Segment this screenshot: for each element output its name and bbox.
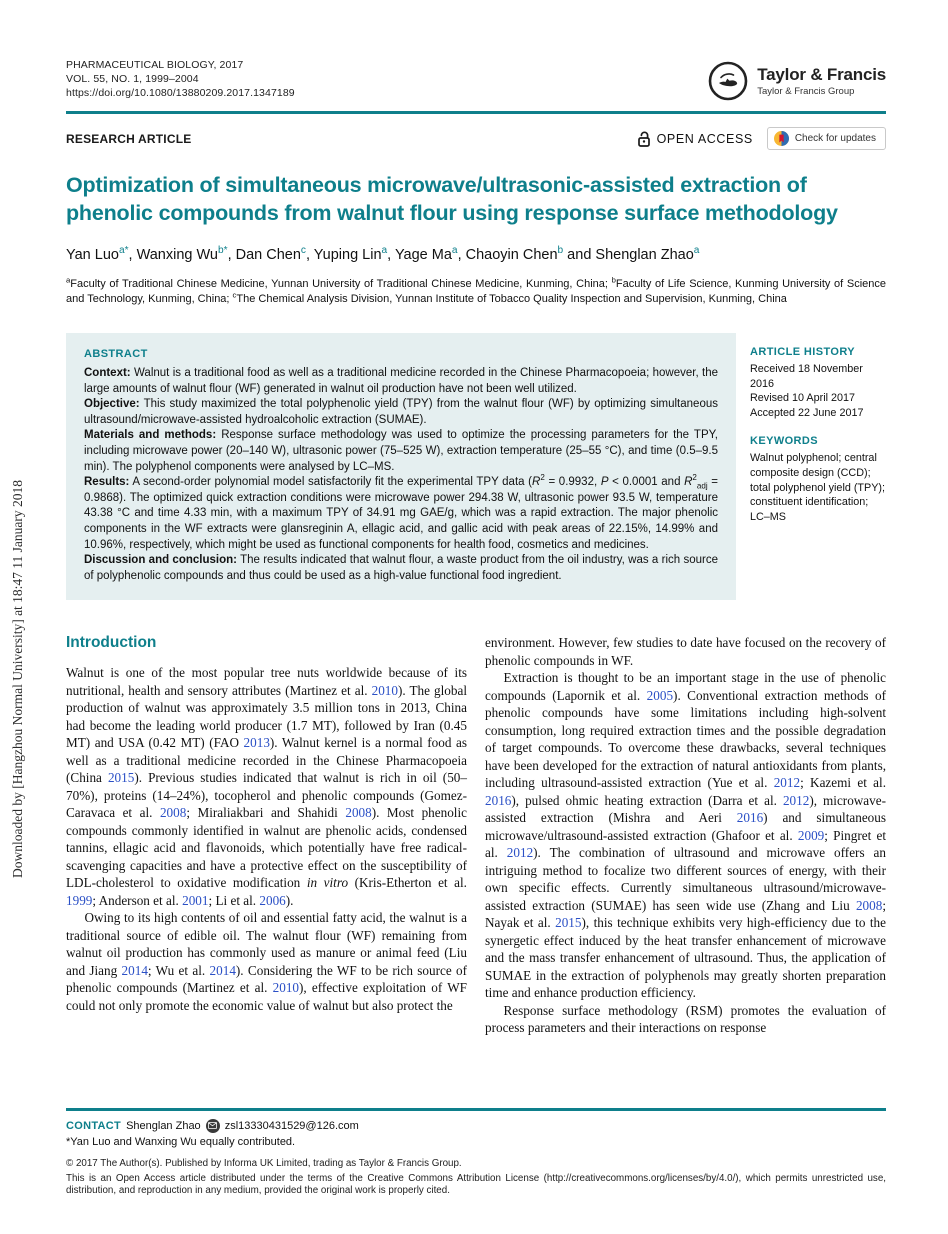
- abstract-context-label: Context:: [84, 367, 131, 379]
- citation-link[interactable]: 2001: [182, 892, 209, 908]
- abstract-objective-label: Objective:: [84, 398, 140, 411]
- body-paragraph: environment. However, few studies to date have focused on the recovery of phenolic compounds in WF.: [485, 635, 886, 668]
- download-watermark: Downloaded by [Hangzhou Normal University] at 18:47 11 January 2018: [10, 479, 25, 878]
- equal-contribution-footnote: *Yan Luo and Wanxing Wu equally contributed.: [66, 1135, 296, 1148]
- citation-link[interactable]: 2009: [797, 827, 825, 843]
- keywords-heading: KEYWORDS: [750, 435, 818, 448]
- open-access-badge: [638, 131, 753, 147]
- citation-link[interactable]: 1999: [66, 892, 93, 908]
- abstract-results-text: A second-order polynomial model satisfactorily fit the experimental TPY data ($R^2 = 0.9932$, P < 0.0001 and $R^2_{adj} = 0.9868$). The optimized quick extraction conditions were microwave power 294.38 W, ultrasonic power 93.5 W, temperature 43.38 °C and time 4.33 min, with a maximum TPY of 34.91 mg GAE/g, which was a rapid extraction. The major phenolic components in the WF extracts were glansreginin A, ellagic acid, and gallic acid with peak areas of 22.15%, 14.99% and 10.96%, respectively, which might be used as functional components for health food, cosmetics and medicines.: [84, 473, 719, 551]
- citation-link[interactable]: 2010: [272, 980, 300, 996]
- history-revised: Revised 10 April 2017: [750, 392, 856, 405]
- journal-volume: VOL. 55, NO. 1, 1999–2004: [66, 73, 199, 85]
- publisher-title: Taylor & Francis: [757, 65, 886, 84]
- article-meta-column: [736, 333, 886, 600]
- open-lock-icon: [638, 131, 651, 147]
- affiliations: $^a$Faculty of Traditional Chinese Medicine, Yunnan University of Traditional Chinese Medicine, Kunming, China; $^b$Faculty of Life Science, Kunming University of Science and Technology, Kunming, China; $^c$The Chemical Analysis Division, Yunnan Institute of Tobacco Quality Inspection and Supervision, Kunming, China: [66, 275, 886, 305]
- citation-link[interactable]: 2005: [646, 687, 674, 703]
- article-body: [66, 634, 886, 1037]
- body-paragraph: Walnut is one of the most popular tree nuts worldwide because of its nutritional, health and sensory attributes (Martinez et al. 2010). The global production of walnut was approximately 3.5 million tons in 2013, China had become the leading world producer (1.7 MT), followed by Iran (0.45 MT) and USA (0.42 MT) (FAO 2013). Walnut kernel is a normal food as well as a traditional medicine recorded in the Chinese Pharmacopoeia (China 2015). Previous studies indicated that walnut is rich in oil (50–70%), proteins (14–24%), tocopherol and phenolic compounds (Gomez-Caravaca et al. 2008; Miraliakbari and Shahidi 2008). Most phenolic compounds commonly identified in walnut are phenolic acids, condensed tannins, ellagic acid and flavonoids, which potentially have free radical-scavenging capacities and have a protective effect on the susceptibility of LDL-cholesterol to oxidative modification in vitro (Kris-Etherton et al. 1999; Anderson et al. 2001; Li et al. 2006).: [66, 665, 468, 908]
- crossmark-icon: [774, 131, 789, 146]
- citation-link[interactable]: 2008: [345, 805, 372, 821]
- citation-link[interactable]: 2015: [107, 770, 135, 786]
- header-divider: [66, 111, 886, 114]
- abstract-context-text: Walnut is a traditional food as well as a traditional medicine recorded in the Chinese Pharmacopoeia; however, the large amounts of walnut flour (WF) generated in walnut oil production have not been well utilized.: [84, 367, 718, 395]
- publisher-subtitle: Taylor & Francis Group: [757, 86, 855, 97]
- article-type-label: RESEARCH ARTICLE: [66, 131, 192, 146]
- abstract-panel: [66, 333, 736, 600]
- citation-link[interactable]: 2015: [555, 915, 582, 931]
- taylor-francis-logo-icon: [707, 60, 749, 102]
- abstract-results-label: Results:: [84, 476, 130, 489]
- email-icon: [206, 1119, 220, 1133]
- citation-link[interactable]: 2016: [485, 792, 512, 808]
- body-column-right: [485, 634, 886, 1037]
- citation-link[interactable]: 2016: [736, 810, 764, 826]
- citation-link[interactable]: 2012: [773, 775, 801, 791]
- citation-link[interactable]: 2008: [159, 805, 187, 821]
- doi-link[interactable]: https://doi.org/10.1080/13880209.2017.1347189: [66, 87, 295, 99]
- abstract-discussion-label: Discussion and conclusion:: [84, 554, 237, 567]
- abstract-methods-label: Materials and methods:: [84, 429, 217, 442]
- body-paragraph: Extraction is thought to be an important stage in the use of phenolic compounds (Lapornik et al. 2005). Conventional extraction methods of phenolic compounds have some limitations including high-solvent consumption, long required extraction times and the possible degradation of target compounds. To overcome these drawbacks, several techniques have been developed for the extraction of natural antioxidants from plants, including ultrasound-assisted extraction (Yue et al. 2012; Kazemi et al. 2016), pulsed ohmic heating extraction (Darra et al. 2012), microwave-assisted extraction (Mishra and Aeri 2016) and simultaneous microwave/ultrasound-assisted extraction (Ghafoor et al. 2009; Pingret et al. 2012). The combination of ultrasound and microwave offers an intriguing method to focalize two different sources of energy, with their own specific effects. Currently simultaneous ultrasound/microwave-assisted extraction (SUMAE) has seen wide use (Zhang and Liu 2008; Nayak et al. 2015), this technique exhibits very high-efficiency due to the synergetic effect induced by the heat transfer enhancement of microwave and the mass transfer enhancement of ultrasound. Thus, the application of SUMAE in the extraction of polyphenols may greatly shorten preparation time and enhance production efficiency.: [485, 670, 887, 1001]
- article-title: Optimization of simultaneous microwave/ultrasonic-assisted extraction of phenolic compounds from walnut flour using response surface methodology: [66, 173, 838, 225]
- journal-meta: [66, 58, 295, 100]
- keywords-text: Walnut polyphenol; central composite design (CCD); total polyphenol yield (TPY); constituent identification; LC–MS: [750, 452, 886, 523]
- abstract-discussion-text: The results indicated that walnut flour, a waste product from the oil industry, was a rich source of polyphenolic compounds and thus could be used as a high-value functional food ingredient.: [84, 554, 718, 582]
- citation-link[interactable]: 2008: [855, 897, 883, 913]
- copyright-line: © 2017 The Author(s). Published by Informa UK Limited, trading as Taylor & Francis Group.: [66, 1157, 462, 1169]
- footer-divider: [66, 1108, 886, 1111]
- body-column-left: [66, 634, 467, 1037]
- history-accepted: Accepted 22 June 2017: [750, 406, 864, 419]
- citation-link[interactable]: 2010: [371, 682, 398, 698]
- page-header: [66, 58, 886, 102]
- abstract-methods-text: Response surface methodology was used to optimize the processing parameters for the TPY, including microwave power (20–140 W), ultrasonic power (75–525 W), extraction temperature (25–55 °C), and time (0.5–9.5 min). The polyphenol components were analysed by LC–MS.: [84, 429, 718, 473]
- keywords-block: [750, 435, 886, 524]
- contact-email-link[interactable]: zsl13330431529@126.com: [224, 1119, 359, 1132]
- article-history-heading: ARTICLE HISTORY: [750, 346, 856, 358]
- contact-name: Shenglan Zhao: [126, 1119, 201, 1132]
- citation-link[interactable]: 2014: [209, 962, 236, 978]
- introduction-heading: Introduction: [66, 634, 157, 652]
- publisher-logo: [707, 60, 886, 102]
- history-received: Received 18 November 2016: [750, 363, 863, 390]
- page-footer: [66, 1108, 886, 1198]
- abstract-heading: ABSTRACT: [84, 348, 148, 360]
- abstract-objective-text: This study maximized the total polyphenolic yield (TPY) from the walnut flour (WF) by optimizing simultaneous ultrasound/microwave-assisted hydroalcoholic extraction (SUMAE).: [84, 398, 718, 426]
- author-list: Yan Luo$^{a*}$, Wanxing $Wu^{b*}$, Dan Chen$^c$, Yuping Lin$^a$, Yage Ma$^a$, Chaoyin Chen$^b$ and Shenglan Zhao$^a$: [66, 245, 700, 263]
- body-paragraph: Response surface methodology (RSM) promotes the evaluation of process parameters and their interactions on response: [485, 1002, 886, 1036]
- citation-link[interactable]: 2012: [782, 792, 810, 808]
- citation-link[interactable]: 2013: [243, 735, 270, 751]
- citation-link[interactable]: 2006: [259, 892, 286, 908]
- open-access-label: OPEN ACCESS: [656, 131, 753, 146]
- abstract-text: [84, 366, 718, 584]
- publisher-name: [757, 65, 886, 97]
- contact-label: CONTACT: [66, 1119, 122, 1132]
- body-paragraph: Owing to its high contents of oil and essential fatty acid, the walnut is a traditional source of edible oil. The walnut flour (WF) remaining from walnut oil production has commonly used as manure or animal feed (Liu and Jiang 2014; Wu et al. 2014). Considering the WF to be rich source of phenolic compounds (Martinez et al. 2010), effective exploitation of WF could not only promote the economic value of walnut but also protect the: [66, 910, 467, 1013]
- citation-link[interactable]: 2012: [506, 845, 534, 861]
- license-text: This is an Open Access article distributed under the terms of the Creative Commons Attribution License (http://creativecommons.org/licenses/by/4.0/), which permits unrestricted use, distribution, and reproduction in any medium, provided the original work is properly cited.: [66, 1172, 886, 1197]
- article-type-row: [66, 127, 886, 150]
- check-for-updates-button[interactable]: [767, 127, 886, 150]
- article-history: [750, 346, 886, 420]
- check-for-updates-label: Check for updates: [794, 133, 876, 144]
- citation-link[interactable]: 2014: [121, 962, 148, 978]
- journal-name: PHARMACEUTICAL BIOLOGY, 2017: [66, 59, 244, 71]
